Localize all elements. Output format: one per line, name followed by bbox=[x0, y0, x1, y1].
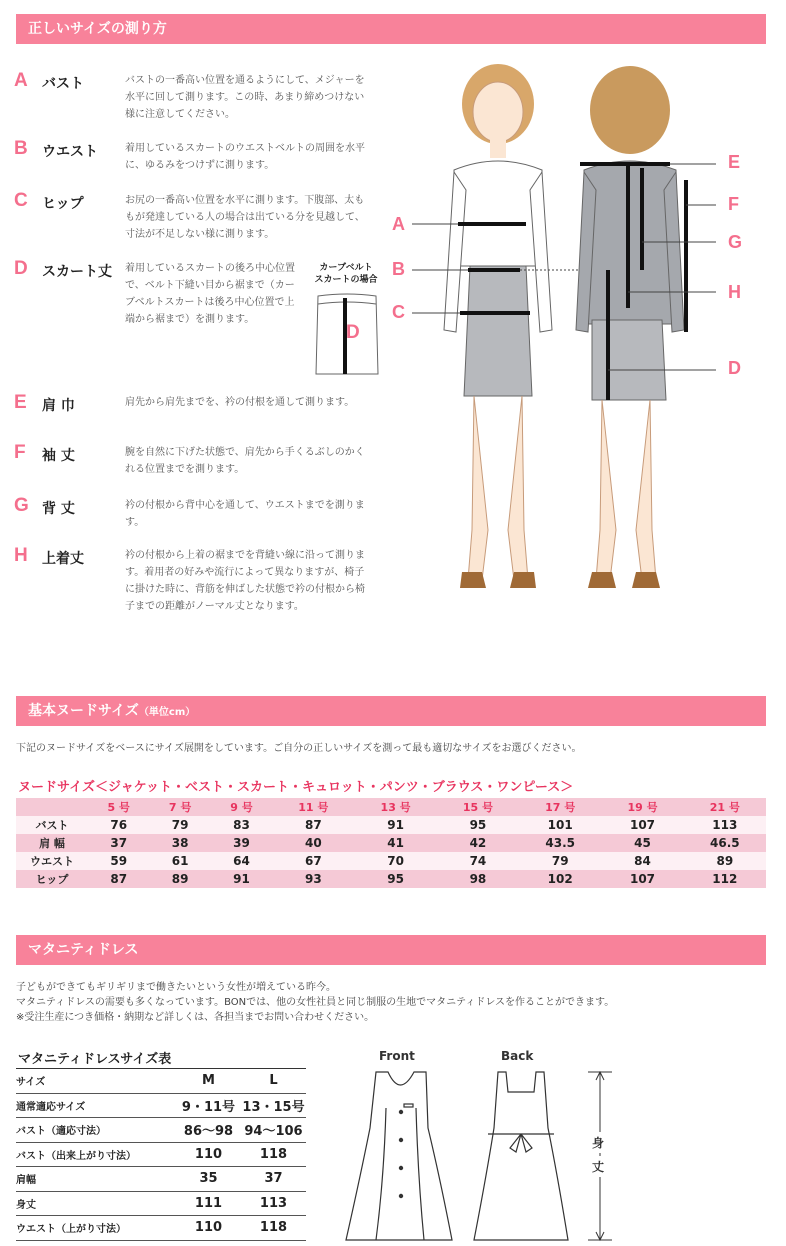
table-cell: 37 bbox=[88, 834, 149, 852]
measure-description: 衿の付根から背中心を通して、ウエストまでを測ります。 bbox=[125, 500, 365, 528]
row-label: 身丈 bbox=[16, 1191, 176, 1216]
body-length-label-2: 丈 bbox=[592, 1156, 604, 1177]
table-cell: 95 bbox=[354, 870, 436, 888]
table-cell: 79 bbox=[149, 816, 210, 834]
curve-belt-label: カーブベルト スカートの場合 bbox=[314, 263, 378, 285]
table-cell: 89 bbox=[149, 870, 210, 888]
curve-belt-letter: D bbox=[346, 322, 360, 343]
row-label: 通常適応サイズ bbox=[16, 1093, 176, 1118]
size-header: 7 号 bbox=[149, 798, 210, 816]
row-label: 肩幅 bbox=[16, 1167, 176, 1192]
fig-letter-b: B bbox=[392, 259, 405, 279]
fig-letter-e: E bbox=[728, 152, 741, 172]
measure-letter: C bbox=[14, 190, 28, 211]
size-header: 9 号 bbox=[211, 798, 272, 816]
table-cell: 42 bbox=[437, 834, 519, 852]
measure-name: 背 丈 bbox=[42, 501, 75, 517]
body-length-label-1: 身 bbox=[592, 1132, 604, 1153]
front-label: Front bbox=[379, 1049, 415, 1063]
table-cell: 64 bbox=[211, 852, 272, 870]
section-title: 基本ヌードサイズ bbox=[28, 703, 139, 719]
measure-description: 肩先から肩先までを、衿の付根を通して測ります。 bbox=[125, 397, 355, 408]
table-cell: 95 bbox=[437, 816, 519, 834]
measure-name: スカート丈 bbox=[42, 264, 112, 280]
section-header-maternity bbox=[16, 935, 766, 965]
table-cell: 38 bbox=[149, 834, 210, 852]
table-cell: 43.5 bbox=[519, 834, 601, 852]
size-header: 13 号 bbox=[354, 798, 436, 816]
row-label: ウエスト bbox=[16, 852, 88, 870]
header-label: サイズ bbox=[16, 1069, 176, 1094]
table-cell: 102 bbox=[519, 870, 601, 888]
size-l-cell: 113 bbox=[241, 1191, 306, 1216]
size-header: 15 号 bbox=[437, 798, 519, 816]
size-m-cell: 9・11号 bbox=[176, 1093, 241, 1118]
maternity-table-title: マタニティドレスサイズ表 bbox=[18, 1052, 172, 1067]
size-l-cell: 37 bbox=[241, 1167, 306, 1192]
size-m-cell: 111 bbox=[176, 1191, 241, 1216]
measure-description: バストの一番高い位置を通るようにして、メジャーを水平に回して測ります。この時、あまり締めつけない様に注意してください。 bbox=[125, 75, 365, 120]
table-row bbox=[16, 816, 766, 834]
section-title: 正しいサイズの測り方 bbox=[28, 21, 167, 37]
size-m-cell: 86〜98 bbox=[176, 1118, 241, 1143]
table-row bbox=[16, 852, 766, 870]
back-label: Back bbox=[501, 1049, 534, 1063]
table-cell: 40 bbox=[272, 834, 354, 852]
table-cell: 98 bbox=[437, 870, 519, 888]
size-m-cell: 110 bbox=[176, 1142, 241, 1167]
table-cell: 87 bbox=[88, 870, 149, 888]
nude-table-title: ヌードサイズ＜ジャケット・ベスト・スカート・キュロット・パンツ・ブラウス・ワンピース＞ bbox=[18, 780, 574, 795]
measure-description: 衿の付根から上着の裾までを背縫い線に沿って測ります。着用者の好みや流行によって異なりますが、椅子に掛けた時に、背筋を伸ばした状態で衿の付根から椅子までの距離がノーマル丈となります。 bbox=[125, 550, 365, 612]
front-dress bbox=[346, 1072, 452, 1240]
size-l-cell: 118 bbox=[241, 1142, 306, 1167]
table-cell: 83 bbox=[211, 816, 272, 834]
size-l-cell: 13・15号 bbox=[241, 1093, 306, 1118]
table-cell: 70 bbox=[354, 852, 436, 870]
table-cell: 112 bbox=[684, 870, 766, 888]
measure-letter: F bbox=[14, 442, 26, 463]
section-title: マタニティドレス bbox=[28, 942, 139, 958]
table-cell: 113 bbox=[684, 816, 766, 834]
size-m-cell: 35 bbox=[176, 1167, 241, 1192]
table-row bbox=[16, 834, 766, 852]
table-cell: 91 bbox=[211, 870, 272, 888]
measure-description: お尻の一番高い位置を水平に測ります。下腹部、太ももが発達している人の場合は出ている分を見越して、寸法が不足しない様に測ります。 bbox=[125, 195, 365, 240]
section-header-nude bbox=[16, 696, 766, 726]
size-header: 21 号 bbox=[684, 798, 766, 816]
size-header: 17 号 bbox=[519, 798, 601, 816]
table-cell: 76 bbox=[88, 816, 149, 834]
fig-letter-h: H bbox=[728, 282, 741, 302]
fig-letter-a: A bbox=[392, 214, 405, 234]
table-row bbox=[16, 870, 766, 888]
table-row bbox=[16, 1191, 306, 1216]
table-row bbox=[16, 1093, 306, 1118]
row-label: ウエスト（上がり寸法） bbox=[16, 1216, 176, 1241]
row-label: バスト（出来上がり寸法） bbox=[16, 1142, 176, 1167]
measure-name: 上着丈 bbox=[42, 551, 84, 567]
table-cell: 89 bbox=[684, 852, 766, 870]
measure-name: ヒップ bbox=[42, 196, 84, 212]
table-cell: 61 bbox=[149, 852, 210, 870]
table-cell: 79 bbox=[519, 852, 601, 870]
measure-description: 腕を自然に下げた状態で、肩先から手くるぶしのかくれる位置までを測ります。 bbox=[125, 447, 365, 475]
header-m: M bbox=[176, 1069, 241, 1094]
measurement-figure bbox=[380, 60, 770, 600]
measure-description: 着用しているスカートのウエストベルトの周囲を水平に、ゆるみをつけずに測ります。 bbox=[125, 143, 365, 171]
back-figure bbox=[576, 66, 716, 588]
table-row bbox=[16, 1167, 306, 1192]
measure-name: バスト bbox=[42, 76, 84, 92]
intro-line: 子どもができてもギリギリまで働きたいという女性が増えている昨今。 bbox=[16, 982, 336, 993]
table-cell: 41 bbox=[354, 834, 436, 852]
unit-label: （単位cm） bbox=[138, 707, 196, 718]
measure-letter: B bbox=[14, 138, 28, 159]
table-cell: 84 bbox=[601, 852, 683, 870]
table-row bbox=[16, 1216, 306, 1241]
row-label: 肩 幅 bbox=[16, 834, 88, 852]
measure-letter: H bbox=[14, 545, 28, 566]
row-label: ヒップ bbox=[16, 870, 88, 888]
table-row bbox=[16, 1118, 306, 1143]
table-cell: 93 bbox=[272, 870, 354, 888]
table-cell: 107 bbox=[601, 816, 683, 834]
measure-name: 袖 丈 bbox=[42, 448, 75, 464]
table-cell: 107 bbox=[601, 870, 683, 888]
measure-description: 着用しているスカートの後ろ中心位置で、ベルト下縫い目から裾まで（カーブベルトスカートは後ろ中心位置で上端から裾まで）を測ります。 bbox=[125, 263, 295, 325]
nude-intro: 下記のヌードサイズをベースにサイズ展開をしています。ご自分の正しいサイズを測って最も適切なサイズをお選びください。 bbox=[16, 743, 582, 754]
measure-letter: A bbox=[14, 70, 28, 91]
fig-letter-f: F bbox=[728, 194, 739, 214]
size-m-cell: 110 bbox=[176, 1216, 241, 1241]
size-header: 11 号 bbox=[272, 798, 354, 816]
table-header-row bbox=[16, 1069, 306, 1094]
measure-letter: G bbox=[14, 495, 29, 516]
size-l-cell: 118 bbox=[241, 1216, 306, 1241]
table-cell: 87 bbox=[272, 816, 354, 834]
corner-cell bbox=[16, 798, 88, 816]
table-cell: 101 bbox=[519, 816, 601, 834]
maternity-intro bbox=[16, 980, 614, 1025]
size-header: 5 号 bbox=[88, 798, 149, 816]
table-cell: 45 bbox=[601, 834, 683, 852]
fig-letter-g: G bbox=[728, 232, 743, 252]
section-header-measure bbox=[16, 14, 766, 44]
measure-name: ウエスト bbox=[42, 144, 98, 160]
table-cell: 67 bbox=[272, 852, 354, 870]
intro-line: マタニティドレスの需要も多くなっています。BONでは、他の女性社員と同じ制服の生地でマタニティドレスを作ることができます。 bbox=[16, 997, 615, 1008]
row-label: バスト（適応寸法） bbox=[16, 1118, 176, 1143]
size-l-cell: 94〜106 bbox=[241, 1118, 306, 1143]
table-row bbox=[16, 1142, 306, 1167]
table-cell: 91 bbox=[354, 816, 436, 834]
table-cell: 39 bbox=[211, 834, 272, 852]
measure-name: 肩 巾 bbox=[42, 398, 75, 414]
measure-letter: D bbox=[14, 258, 28, 279]
back-dress bbox=[474, 1072, 568, 1240]
row-label: バスト bbox=[16, 816, 88, 834]
fig-letter-c: C bbox=[392, 302, 405, 322]
table-cell: 46.5 bbox=[684, 834, 766, 852]
nude-size-table bbox=[16, 798, 766, 888]
fig-letter-d: D bbox=[728, 358, 741, 378]
size-header: 19 号 bbox=[601, 798, 683, 816]
table-cell: 74 bbox=[437, 852, 519, 870]
maternity-size-table bbox=[16, 1068, 306, 1241]
measure-letter: E bbox=[14, 392, 27, 413]
header-l: L bbox=[241, 1069, 306, 1094]
maternity-dress-illustration bbox=[340, 1068, 630, 1246]
table-cell: 59 bbox=[88, 852, 149, 870]
intro-line: ※受注生産につき価格・納期など詳しくは、各担当までお問い合わせください。 bbox=[16, 1012, 375, 1023]
